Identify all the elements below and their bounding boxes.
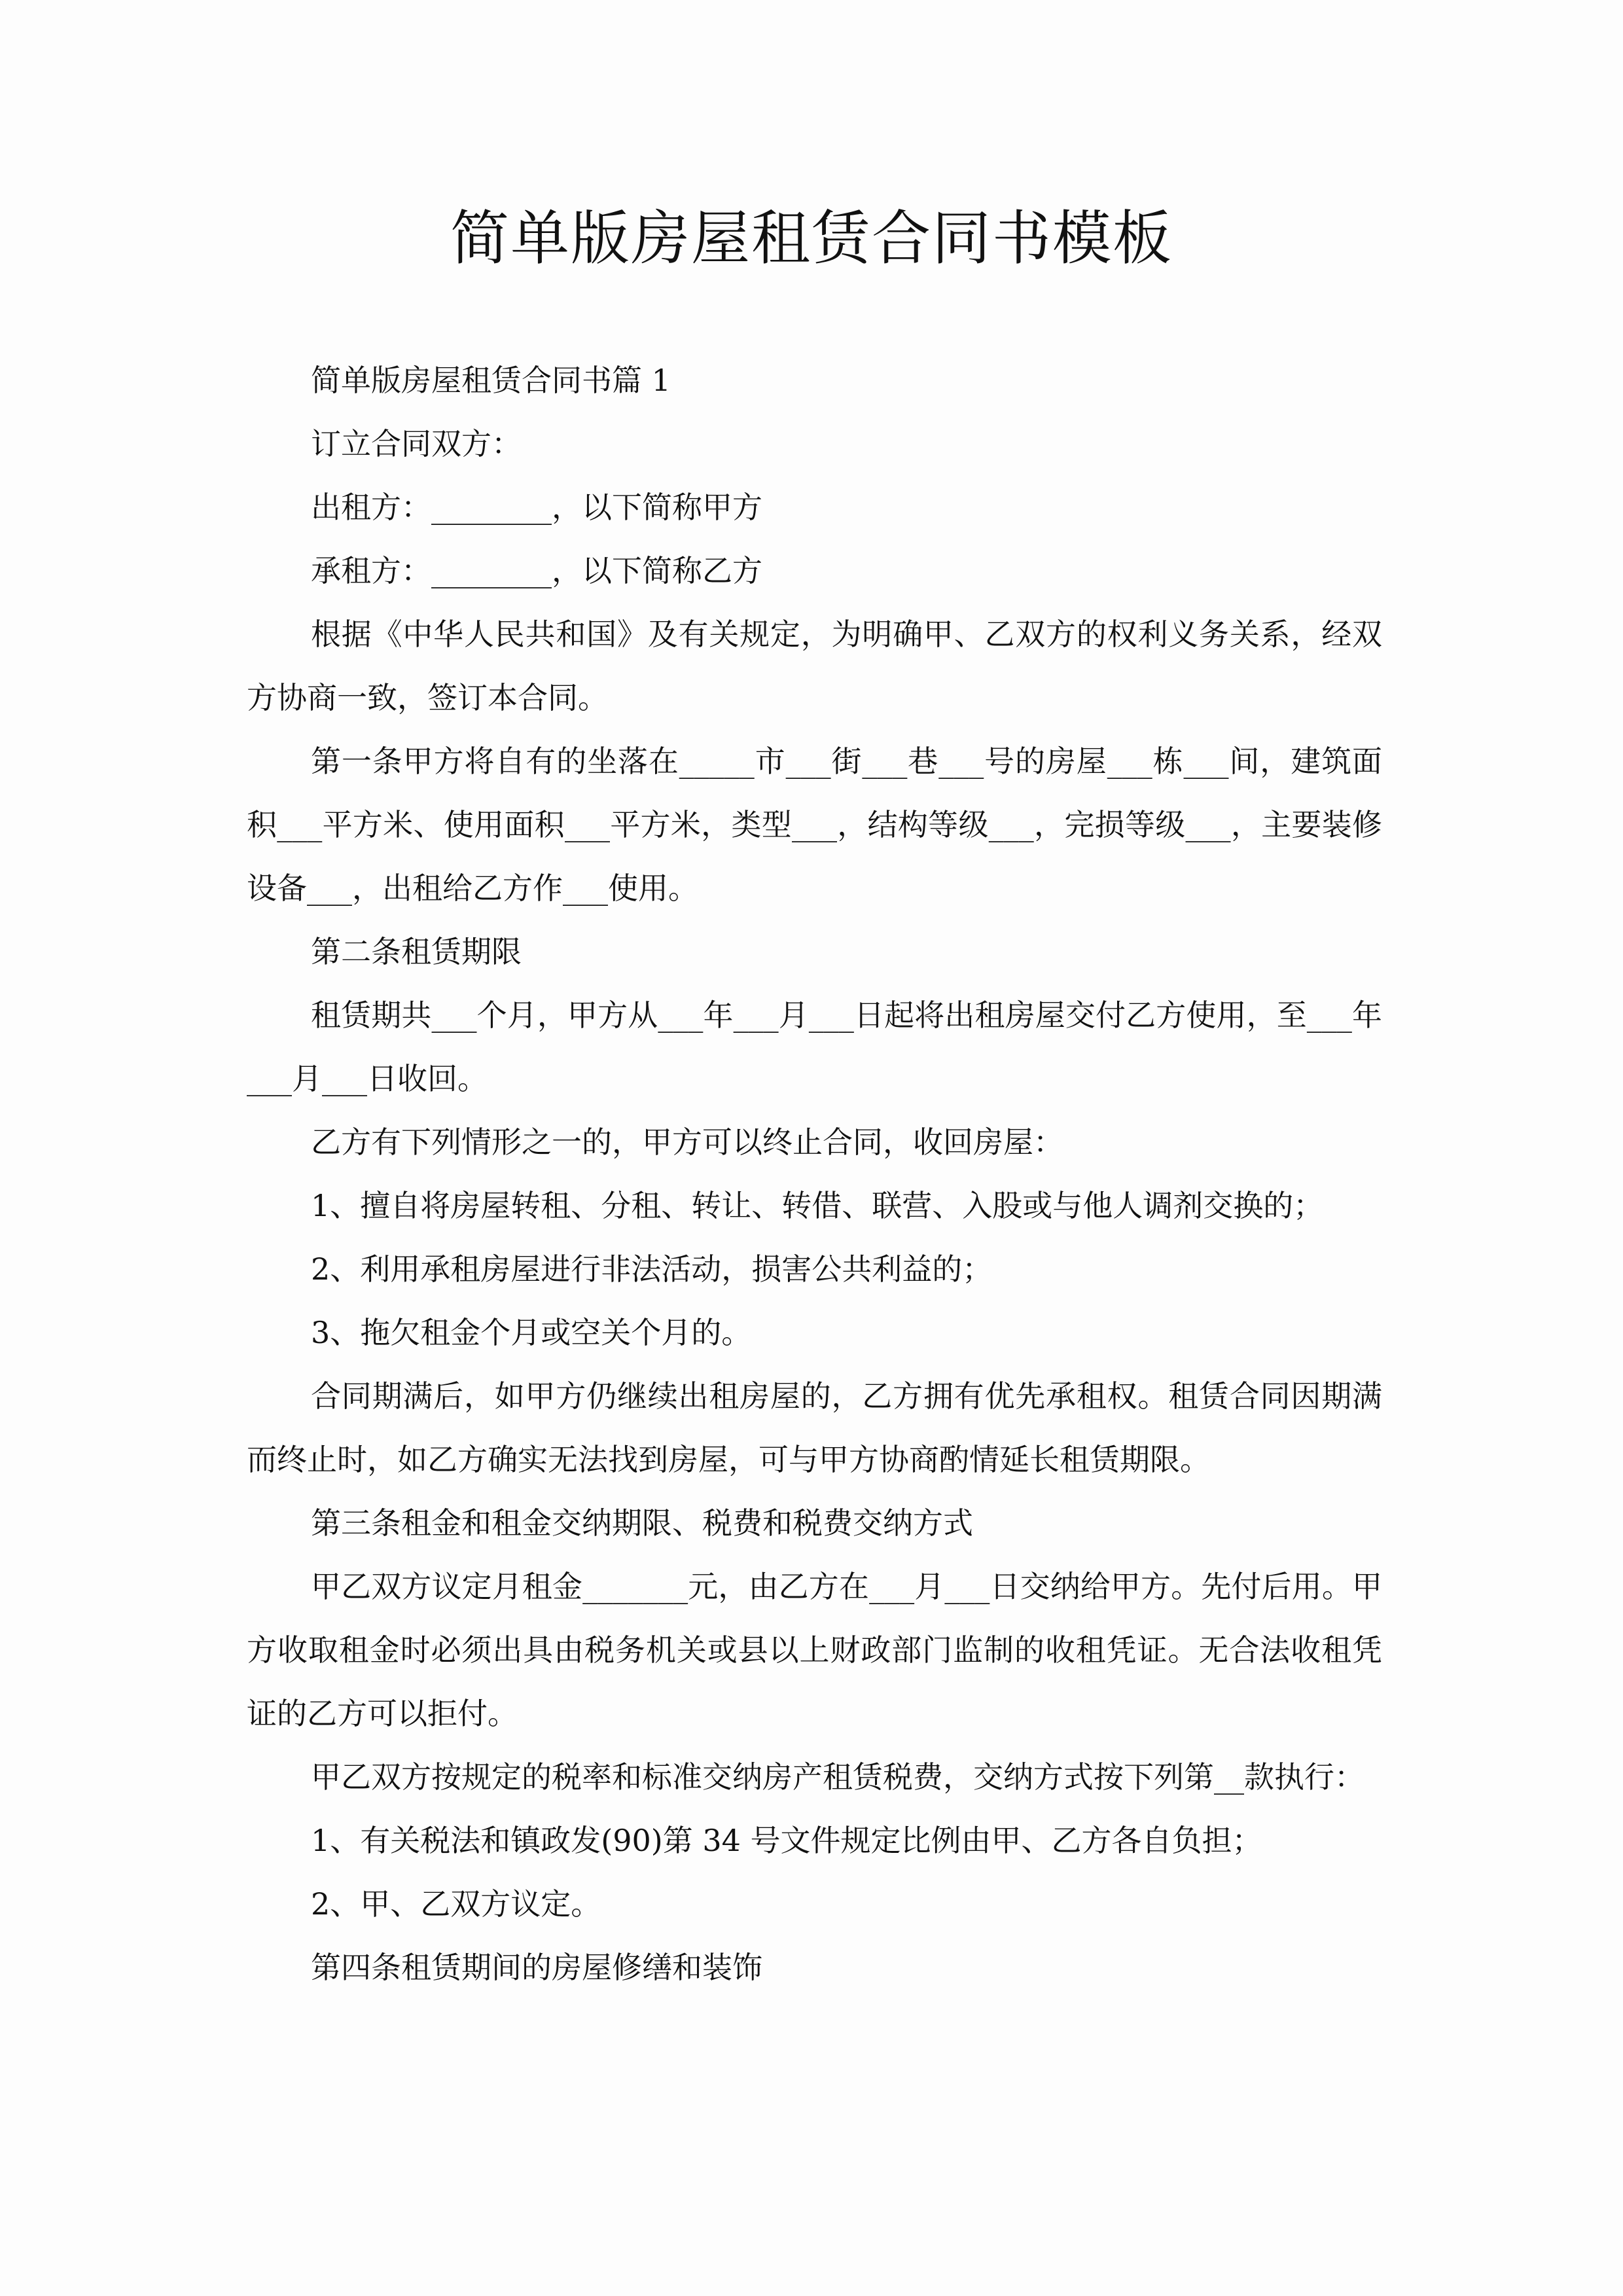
tax-payment-paragraph: 甲乙双方按规定的税率和标准交纳房产租赁税费，交纳方式按下列第__款执行： [311,1759,1364,1795]
preamble-paragraph: 根据《中华人民共和国》及有关规定，为明确甲、乙双方的权利义务关系，经双方协商一致，签订本合同。 [247,617,1382,715]
rent-payment-paragraph: 甲乙双方议定月租金_______元，由乙方在___月___日交纳给甲方。先付后用。甲方收取租金时必须出具由税务机关或县以上财政部门监制的收租凭证。无合法收租凭证的乙方可以拒付。 [247,1569,1382,1731]
document-body [247,349,1382,2000]
article-4-heading: 第四条租赁期间的房屋修缮和装饰 [311,1950,762,1985]
lease-term-paragraph: 租赁期共___个月，甲方从___年___月___日起将出租房屋交付乙方使用，至___年___月___日收回。 [247,997,1382,1096]
termination-condition-3: 3、拖欠租金个月或空关个月的。 [311,1315,752,1350]
section-heading-part-1: 简单版房屋租赁合同书篇 1 [311,363,671,398]
contract-parties-label: 订立合同双方： [311,426,522,461]
termination-conditions-intro: 乙方有下列情形之一的，甲方可以终止合同，收回房屋： [311,1124,1063,1160]
termination-condition-2: 2、利用承租房屋进行非法活动，损害公共利益的； [311,1251,993,1287]
tax-option-1: 1、有关税法和镇政发(90)第 34 号文件规定比例由甲、乙方各自负担； [311,1823,1262,1858]
document-title: 简单版房屋租赁合同书模板 [450,204,1173,273]
article-1-paragraph: 第一条甲方将自有的坐落在_____市___街___巷___号的房屋___栋___间，建筑面积___平方米、使用面积___平方米，类型___，结构等级___，完损等级___，主要装修设备___，出租给乙方作___使用。 [247,744,1383,906]
renewal-paragraph: 合同期满后，如甲方仍继续出租房屋的，乙方拥有优先承租权。租赁合同因期满而终止时，如乙方确实无法找到房屋，可与甲方协商酌情延长租赁期限。 [247,1378,1382,1477]
lessor-line: 出租方：________，以下简称甲方 [311,490,762,525]
article-3-heading: 第三条租金和租金交纳期限、税费和税费交纳方式 [311,1505,973,1541]
lessee-line: 承租方：________，以下简称乙方 [311,553,762,588]
termination-condition-1: 1、擅自将房屋转租、分租、转让、转借、联营、入股或与他人调剂交换的； [311,1188,1324,1223]
article-2-heading: 第二条租赁期限 [311,934,522,969]
tax-option-2: 2、甲、乙双方议定。 [311,1886,601,1922]
